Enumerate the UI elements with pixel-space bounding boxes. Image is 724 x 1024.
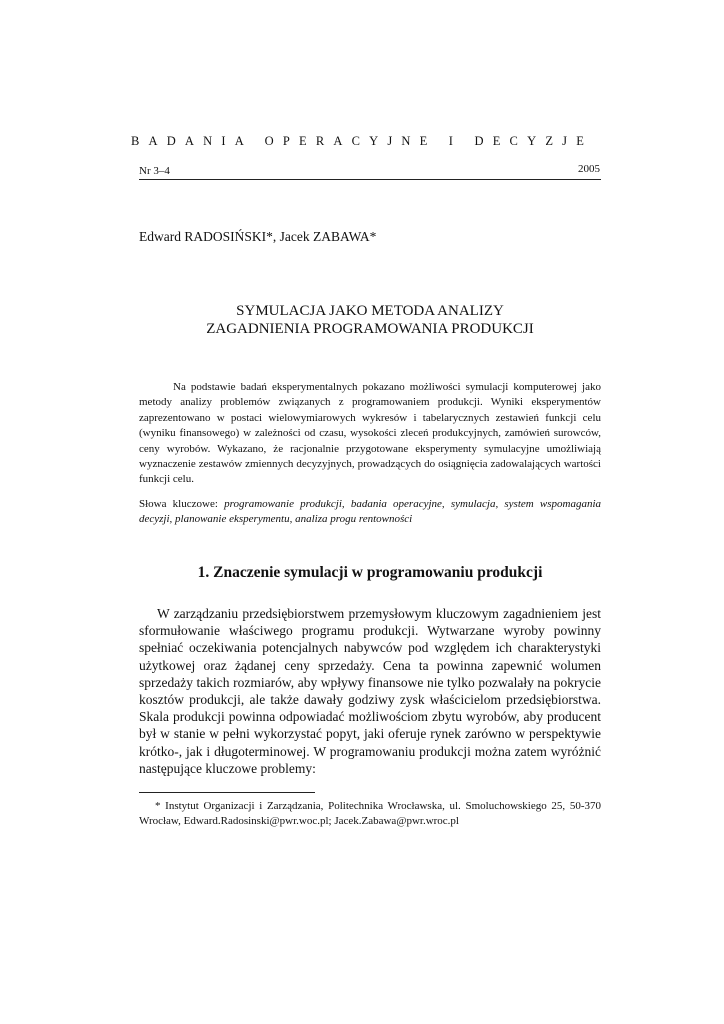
footnote: * Instytut Organizacji i Zarządzania, Politechnika Wrocławska, ul. Smoluchowskiego 25, 50-370 Wrocław, Edward.Radosinski@pwr.woc.pl; Jacek.Zabawa@pwr.wroc.pl — [139, 800, 601, 828]
title-line-1: SYMULACJA JAKO METODA ANALIZY — [236, 303, 504, 319]
section-heading: 1. Znaczenie symulacji w programowaniu produkcji — [197, 564, 543, 581]
keywords — [139, 497, 601, 528]
journal-title: BADANIA OPERACYJNE I DECYZJE — [130, 134, 594, 148]
keywords-list: programowanie produkcji, badania operacyjne, symulacja, system wspomagania decyzji, planowanie eksperymentu, analiza progu rentowności — [139, 498, 602, 526]
body-paragraph: W zarządzaniu przedsiębiorstwem przemysłowym kluczowym zagadnieniem jest sformułowanie właściwego programu produkcji. Wytwarzane wyroby powinny spełniać oczekiwania potencjalnych nabywców pod względem ich charakterystyki użytkowej oraz żądanej ceny sprzedaży. Cena ta powinna zapewnić wolumen sprzedaży takich rozmiarów, aby wpływy finansowe nie tylko pozwalały na pokrycie kosztów produkcji, ale także dawały godziwy zysk właścicielom przedsiębiorstwa. Skala produkcji powinna odpowiadać możliwościom zbytu wyrobów, aby producent był w stanie w pełni wykorzystać popyt, jaki oferuje rynek zarówno w perspektywie krótko-, jak i długoterminowej. W programowaniu produkcji można zatem wyróżnić następujące kluczowe problemy: — [139, 606, 601, 776]
authors: Edward RADOSIŃSKI*, Jacek ZABAWA* — [139, 229, 377, 244]
title-line-2: ZAGADNIENIA PROGRAMOWANIA PRODUKCJI — [206, 321, 534, 337]
paper-title — [139, 302, 601, 338]
abstract: Na podstawie badań eksperymentalnych pokazano możliwości symulacji komputerowej jako metody analizy problemów związanych z programowaniem produkcji. Wyniki eksperymentów zaprezentowano w postaci wielowymiarowych wykresów i tabelarycznych zestawień funkcji celu (wyniku finansowego) w zależności od czasu, wysokości zleceń produkcyjnych, zamówień surowców, ceny wyrobów. Wykazano, że racjonalnie przygotowane eksperymenty symulacyjne umożliwiają wyznaczenie zestawów zmiennych decyzyjnych, prowadzących do osiągnięcia zadowalających wartości funkcji celu. — [139, 381, 601, 486]
footnote-rule — [139, 792, 315, 793]
issue-number: Nr 3–4 — [139, 165, 170, 177]
keywords-label: Słowa kluczowe: — [139, 498, 225, 510]
publication-year: 2005 — [578, 163, 600, 175]
header-rule — [139, 179, 601, 180]
